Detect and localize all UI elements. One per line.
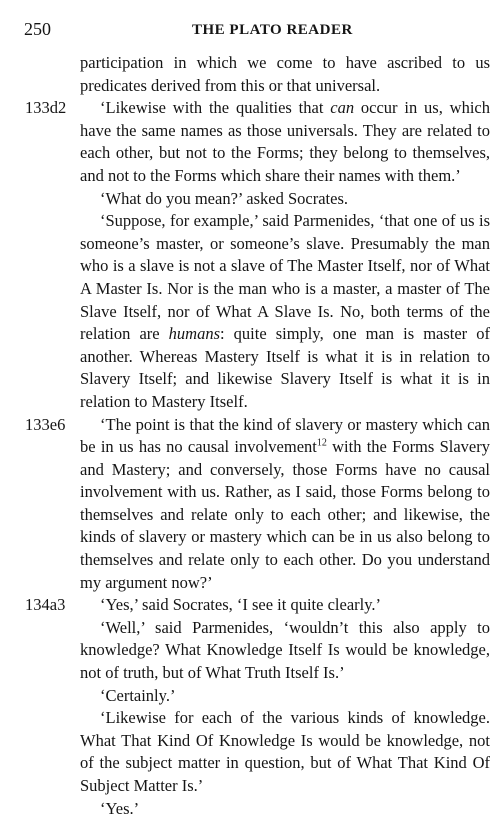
- page-number: 250: [24, 19, 51, 39]
- paragraph-text: ‘Yes,’ said Socrates, ‘I see it quite clearly.’: [100, 595, 382, 615]
- paragraph-text: participation in which we come to have ascribed to us predicates derived from this or that universal.: [80, 53, 490, 95]
- paragraph: [0, 52, 490, 97]
- paragraph: [0, 707, 490, 797]
- paragraph: [0, 97, 490, 187]
- paragraph: [0, 798, 490, 821]
- stephanus-marker: 134a3: [25, 595, 66, 615]
- paragraph: [0, 594, 490, 617]
- paragraph-text: ‘Yes.’: [100, 798, 140, 818]
- footnote-ref: 12: [316, 437, 327, 449]
- paragraph-text: ‘Likewise with the qualities that: [100, 98, 331, 118]
- paragraph: [0, 188, 490, 211]
- paragraph-text: ‘Suppose, for example,’ said Parmenides, ‘that one of us is someone’s master, or someone’s slave. Presumably the man who is a slave is not a slave of The Master Itself, nor of What A Master Is. Nor is the man who is a master, a master of The Slave Itself, nor of What A Slave Is. No, both terms of the relation are: [80, 211, 490, 344]
- paragraph: [0, 414, 490, 595]
- paragraph-text: ‘What do you mean?’ asked Socrates.: [100, 188, 349, 208]
- paragraph-text: ‘Certainly.’: [100, 685, 176, 705]
- emphasis-text: humans: [168, 324, 221, 344]
- body-text: [0, 52, 500, 820]
- emphasis-text: can: [330, 98, 355, 118]
- paragraph-text: ‘Well,’ said Parmenides, ‘wouldn’t this also apply to knowledge? What Knowledge Itself Is would be knowledge, not of truth, but of What Truth Itself Is.’: [80, 617, 490, 683]
- paragraph-text: : quite simply, one man is master of another. Whereas Mastery Itself is what it is in relation to Slavery Itself; and likewise Slavery Itself is what it is in relation to Mastery Itself.: [80, 324, 490, 411]
- paragraph: [0, 685, 490, 708]
- stephanus-marker: 133d2: [25, 98, 67, 118]
- stephanus-marker: 133e6: [25, 414, 66, 434]
- running-header: [24, 18, 484, 42]
- paragraph: [0, 210, 490, 413]
- running-title: THE PLATO READER: [192, 22, 353, 38]
- paragraph: [0, 617, 490, 685]
- paragraph-text: occur in us, which have the same names as those universals. They are related to each other, but not to the Forms; they belong to themselves, and not to the Forms which share their names with them.’: [80, 98, 490, 185]
- paragraph-text: ‘Likewise for each of the various kinds of knowledge. What That Kind Of Knowledge Is would be knowledge, not of the subject matter in question, but of What That Kind Of Subject Matter Is.’: [80, 708, 490, 795]
- paragraph-text: with the Forms Slavery and Mastery; and conversely, those Forms have no causal involvement with us. Rather, as I said, those Forms belong to themselves and relate only to each other; and likewise, the kinds of slavery or mastery which can be in us also belong to themselves and relate only to each other. Do you understand my argument now?’: [80, 437, 490, 592]
- paragraph-text: ‘The point is that the kind of slavery or mastery which can be in us has no causal involvement: [80, 414, 490, 457]
